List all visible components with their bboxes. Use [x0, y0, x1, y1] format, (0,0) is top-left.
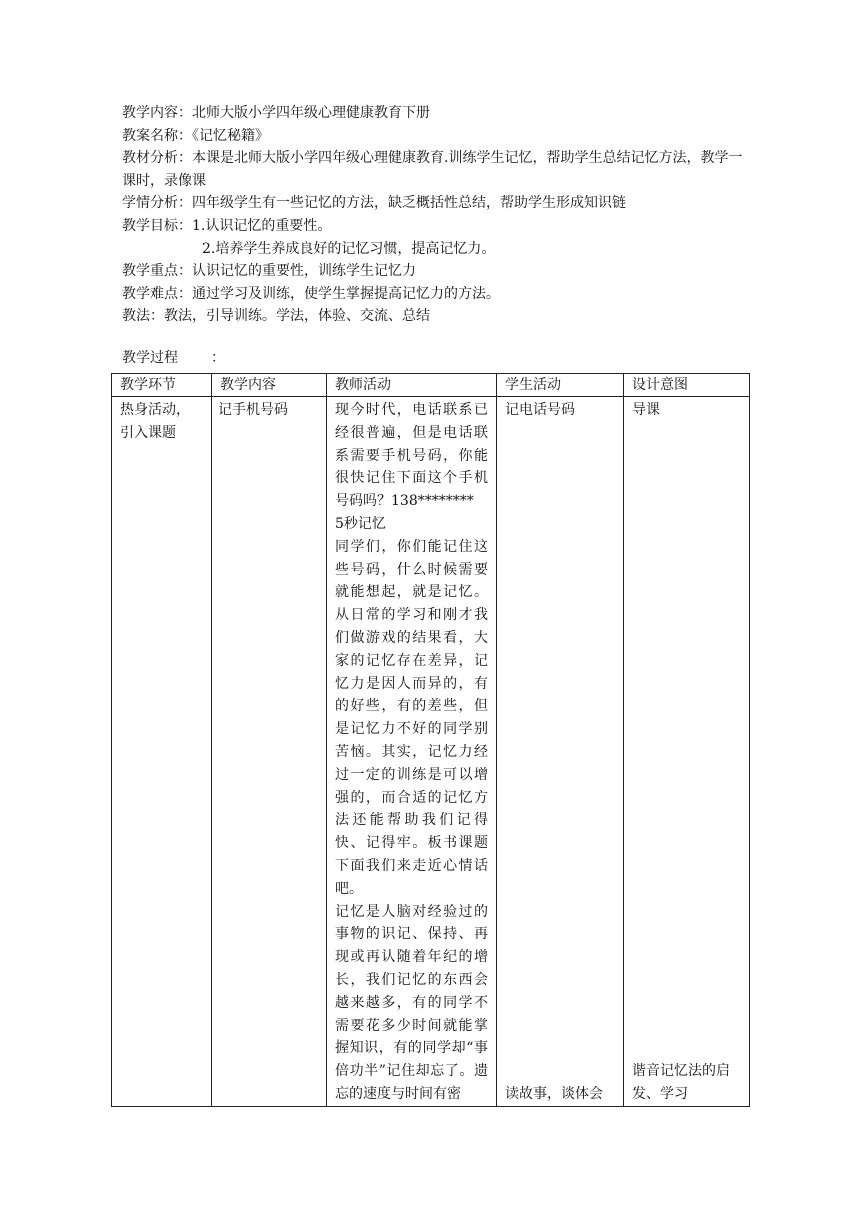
- meta-students: 学情分析：四年级学生有一些记忆的方法，缺乏概括性总结，帮助学生形成知识链: [122, 195, 626, 212]
- process-colon: ：: [211, 350, 225, 366]
- meta-goal-2: 2.培养学生养成良好的记忆习惯，提高记忆力。: [202, 240, 496, 257]
- header-teacher: 教师活动: [327, 374, 497, 397]
- meta-difficulty: 教学难点：通过学习及训练，使学生掌握提高记忆力的方法。: [122, 285, 500, 302]
- cell-teacher: [327, 397, 497, 1107]
- meta-analysis: 教材分析：本课是北师大版小学四年级心理健康教育.训练学生记忆，帮助学生总结记忆方法，教学一课时，录像课: [122, 150, 743, 189]
- meta-content: 教学内容：北师大版小学四年级心理健康教育下册: [122, 105, 430, 121]
- table-header-row: [112, 374, 750, 397]
- teacher-paragraph-4: 记忆是人脑对经验过的事物的识记、保持、再现或再认随着年纪的增长，我们记忆的东西会越来越多，有的同学不需要花多少时间就能掌握知识，有的同学却“事倍功半”记住却忘了。遗忘的速度与时间有密: [335, 903, 488, 1102]
- intent-bottom: 谐音记忆法的启发、学习: [632, 1063, 730, 1102]
- teacher-paragraph-2: 5秒记忆: [335, 515, 386, 532]
- meta-methods: 教法：教法，引导训练。学法，体验、交流、总结: [122, 308, 430, 325]
- lesson-process-table: [111, 373, 750, 1107]
- meta-key: 教学重点：认识记忆的重要性，训练学生记忆力: [122, 263, 416, 280]
- intent-top: 导课: [632, 402, 660, 418]
- teacher-paragraph-1: 现今时代，电话联系已经很普遍，但是电话联系需要手机号码，你能很快记住下面这个手机号码吗？138********: [335, 402, 488, 510]
- cell-intent: [624, 397, 750, 1107]
- header-content: 教学内容: [212, 374, 327, 397]
- header-intent: 设计意图: [624, 374, 750, 397]
- process-label: 教学过程: [122, 350, 178, 366]
- cell-stage: 热身活动，引入课题: [112, 397, 212, 1107]
- student-activity-top: 记电话号码: [505, 402, 575, 418]
- meta-goal-1: 教学目标：1.认识记忆的重要性。: [122, 217, 332, 234]
- table-row: [112, 397, 750, 1107]
- meta-title: 教案名称：《记忆秘籍》: [122, 127, 269, 144]
- lesson-meta: [122, 102, 752, 328]
- cell-student: [497, 397, 624, 1107]
- teacher-paragraph-3: 同学们，你们能记住这些号码，什么时候需要就能想起，就是记忆。从日常的学习和刚才我们做游戏的结果看，大家的记忆存在差异，记忆力是因人而异的，有的好些，有的差些，但是记忆力不好的同学别苦恼。其实，记忆力经过一定的训练是可以增强的，而合适的记忆方法还能帮助我们记得快、记得牢。板书课题下面我们来走近心情话吧。: [335, 538, 488, 897]
- header-student: 学生活动: [497, 374, 624, 397]
- cell-content: 记手机号码: [212, 397, 327, 1107]
- header-stage: 教学环节: [112, 374, 212, 397]
- student-activity-bottom: 读故事，谈体会: [505, 1085, 603, 1102]
